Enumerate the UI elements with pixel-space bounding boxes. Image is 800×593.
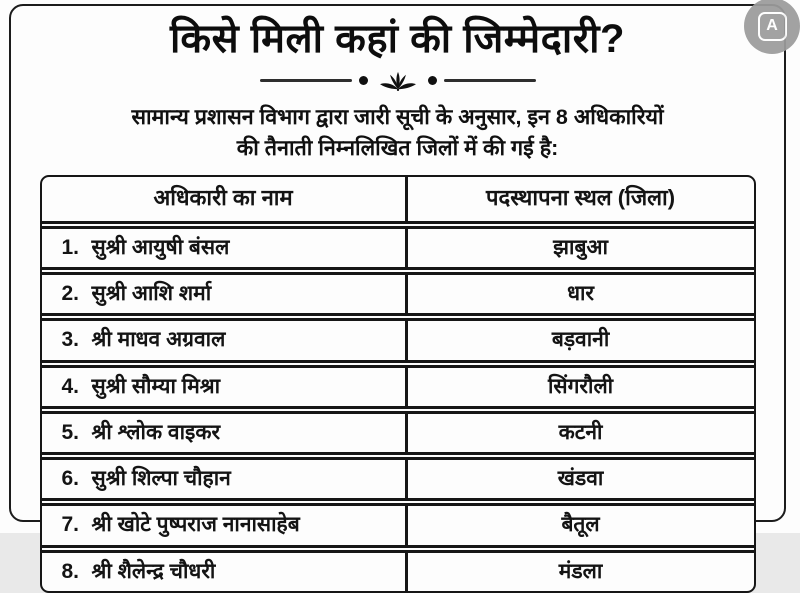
- row-number: 8.: [61, 559, 80, 583]
- table-header-row: [42, 177, 754, 229]
- officer-name: श्री श्लोक वाइकर: [91, 420, 221, 444]
- table-row: [42, 368, 754, 414]
- table-row: [42, 506, 754, 552]
- row-number: 6.: [61, 467, 80, 491]
- district-name: मंडला: [405, 553, 754, 591]
- district-name: खंडवा: [405, 460, 754, 498]
- divider-dot-right: [428, 76, 437, 85]
- divider-line-left: [260, 79, 352, 82]
- table-row: [42, 275, 754, 321]
- column-header-officer-name: अधिकारी का नाम: [153, 185, 293, 211]
- district-name: झाबुआ: [405, 229, 754, 267]
- page-title: किसे मिली कहां की जिम्मेदारी?: [170, 17, 625, 61]
- district-name: कटनी: [405, 414, 754, 452]
- title-divider: [11, 67, 784, 93]
- officer-name: सुश्री सौम्या मिश्रा: [91, 374, 221, 398]
- subtitle-line-2: की तैनाती निम्नलिखित जिलों में की गई है:: [236, 135, 559, 160]
- officer-name: श्री शैलेन्द्र चौधरी: [91, 559, 216, 583]
- table-row: [42, 414, 754, 460]
- row-number: 1.: [61, 235, 80, 259]
- column-header-district: पदस्थापना स्थल (जिला): [405, 177, 754, 221]
- subtitle-line-1: सामान्य प्रशासन विभाग द्वारा जारी सूची के अनुसार, इन 8 अधिकारियों: [131, 105, 664, 129]
- officer-name: श्री खोटे पुष्पराज नानासाहेब: [91, 513, 300, 537]
- subtitle: [11, 102, 784, 163]
- row-number: 4.: [61, 374, 80, 398]
- district-name: धार: [405, 275, 754, 313]
- row-number: 5.: [61, 420, 80, 444]
- table-row: [42, 460, 754, 506]
- divider-dot-left: [359, 76, 368, 85]
- officers-table: [40, 175, 756, 593]
- content-card: [9, 4, 786, 583]
- watermark-badge: [744, 0, 800, 54]
- officer-name: सुश्री आशि शर्मा: [91, 281, 212, 305]
- officer-name: सुश्री आयुषी बंसल: [91, 235, 230, 259]
- officer-name: श्री माधव अग्रवाल: [91, 328, 226, 352]
- lotus-ornament-icon: [375, 70, 421, 91]
- table-row: [42, 553, 754, 591]
- letter-a-icon: A: [758, 12, 787, 41]
- district-name: बड़वानी: [405, 321, 754, 359]
- table-row: [42, 321, 754, 367]
- district-name: सिंगरौली: [405, 368, 754, 406]
- district-name: बैतूल: [405, 506, 754, 544]
- officer-name: सुश्री शिल्पा चौहान: [91, 467, 231, 491]
- table-row: [42, 229, 754, 275]
- row-number: 3.: [61, 328, 80, 352]
- divider-line-right: [444, 79, 536, 82]
- row-number: 7.: [61, 513, 80, 537]
- row-number: 2.: [61, 281, 80, 305]
